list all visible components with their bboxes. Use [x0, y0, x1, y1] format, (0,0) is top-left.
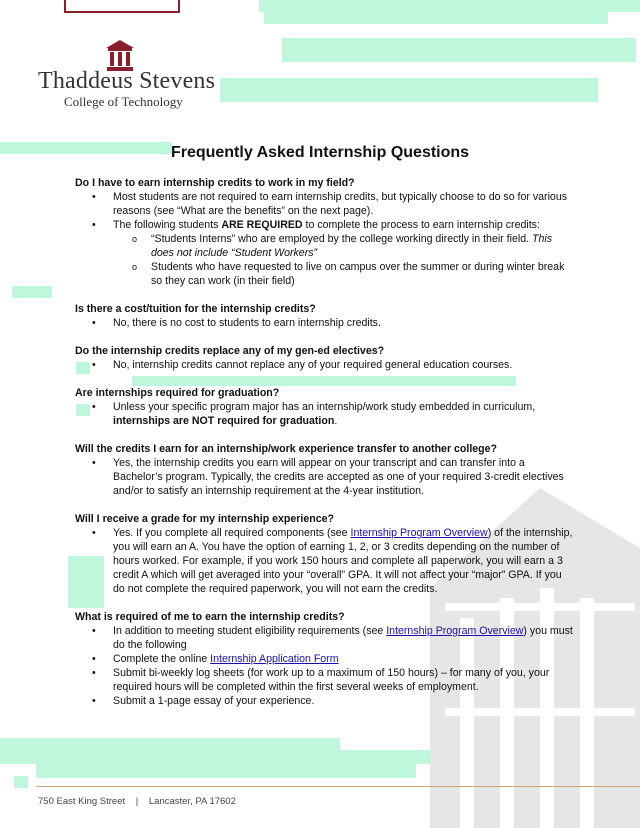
internship-overview-link[interactable]: Internship Program Overview [350, 527, 488, 539]
college-name: Thaddeus Stevens [38, 68, 216, 94]
highlight-block [220, 78, 598, 102]
highlight-block [259, 0, 640, 12]
street-address: 750 East King Street [38, 796, 126, 807]
text: ) you must do the following [113, 625, 573, 651]
faq-question: Do I have to earn internship credits to work in my field? [75, 177, 355, 189]
city-state-zip: Lancaster, PA 17602 [148, 796, 236, 807]
text: . [334, 415, 338, 427]
highlight-block [36, 764, 416, 778]
list-item: • No, internship credits cannot replace any of your required general education courses. [75, 358, 575, 372]
faq-section [75, 442, 575, 498]
text-bold: ARE REQUIRED [221, 219, 303, 231]
highlight-block [0, 738, 340, 750]
text: “Students Interns” who are employed by the college working directly in their field. [151, 233, 532, 245]
list-item [75, 218, 575, 232]
list-item [75, 624, 575, 652]
text: The following students [113, 219, 222, 231]
page-title: Frequently Asked Internship Questions [170, 144, 470, 161]
faq-question: Do the internship credits replace any of my gen-ed electives? [75, 345, 385, 357]
list-item [75, 526, 575, 596]
highlight-block [14, 776, 28, 788]
faq-section [75, 610, 575, 708]
faq-question: What is required of me to earn the internship credits? [75, 611, 345, 623]
list-item: • Submit a 1-page essay of your experience. [75, 694, 575, 708]
internship-overview-link[interactable]: Internship Program Overview [386, 625, 524, 637]
faq-section [75, 176, 575, 288]
list-item: • Submit bi-weekly log sheets (for work up to a maximum of 150 hours) – for many of you, your required hours will be completed within the first several weeks of employment. [75, 666, 575, 694]
text-italic: This does not include “Student Workers” [151, 233, 552, 259]
faq-question: Are internships required for graduation? [75, 387, 280, 399]
list-item [75, 400, 575, 428]
text: Unless your specific program major has an internship/work study embedded in curriculum, [113, 401, 536, 413]
faq-question: Will the credits I earn for an internship/work experience transfer to another college? [75, 443, 497, 455]
text: ) of the internship, you will earn an A. You have the option of earning 1, 2, or 3 credits depending on the number of hours worked. For example, if you work 150 hours and complete all paperwork, you will earn a 3 credit A which will get averaged into your “overall” GPA. It will not affect your “major” GPA. If you do not complete the required paperwork, you will not earn the credits. [113, 527, 573, 595]
text: In addition to meeting student eligibility requirements (see [113, 625, 387, 637]
faq-section [75, 512, 575, 596]
separator: | [135, 796, 139, 807]
highlight-block [12, 286, 52, 298]
text: Yes. If you complete all required components (see [113, 527, 351, 539]
college-subtitle: College of Technology [64, 94, 183, 109]
text: Complete the online [113, 653, 211, 665]
list-item: • No, there is no cost to students to earn internship credits. [75, 316, 575, 330]
text-bold: internships are NOT required for graduation [113, 415, 335, 427]
text: to complete the process to earn internship credits: [302, 219, 540, 231]
list-item: • Most students are not required to earn internship credits, but typically choose to do so for various reasons (see “What are the benefits” on the next page). [75, 190, 575, 218]
internship-application-link[interactable]: Internship Application Form [210, 653, 339, 665]
footer-address [38, 796, 236, 807]
list-item: • Yes, the internship credits you earn will appear on your transcript and can transfer into a Bachelor’s program. Typically, the credits are accepted as one of your required 3-credit electives and/or to satisfy an internship requirement at the 4-year institution. [75, 456, 575, 498]
highlight-block [264, 12, 608, 24]
list-item [75, 652, 575, 666]
footer-divider [36, 786, 640, 787]
faq-question: Will I receive a grade for my internship experience? [75, 513, 334, 525]
faq-document [75, 176, 575, 722]
building-arch-icon [104, 38, 136, 72]
sub-list-item [75, 232, 575, 260]
faq-section [75, 386, 575, 428]
faq-section [75, 344, 575, 372]
sub-list-item: o Students who have requested to live on campus over the summer or during winter break so they can work (in their field) [75, 260, 575, 288]
faq-section [75, 302, 575, 330]
faq-question: Is there a cost/tuition for the internship credits? [75, 303, 316, 315]
highlight-block [282, 38, 636, 62]
header-tab [64, 0, 180, 13]
